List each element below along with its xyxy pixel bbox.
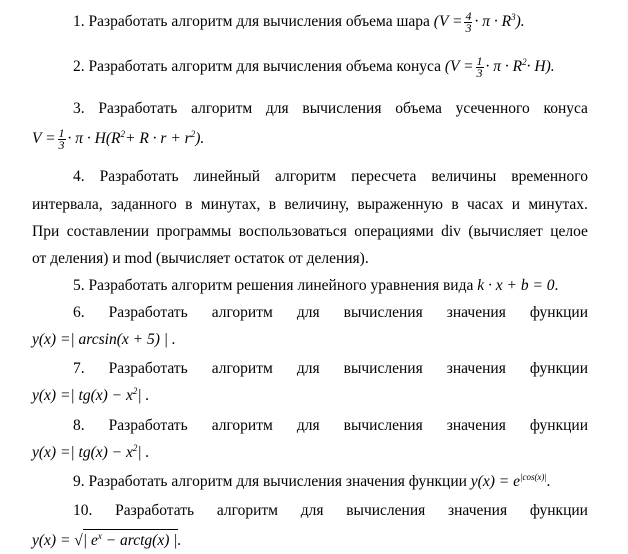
task-text: Разработать алгоритм решения линейного уравнения вида — [88, 277, 474, 294]
task-number: 7. — [73, 360, 85, 377]
formula: y(x) =| $tg(x) - x^2|$ . — [32, 443, 150, 461]
task-number: 9. — [73, 473, 85, 490]
task-4-line-2: интервала, заданного в минутах, в величину, выраженную в часах и минутах. — [32, 196, 588, 213]
task-10-line-1: 10. Разработать алгоритм для вычисления значения функции — [73, 502, 588, 519]
task-number: 4. — [73, 168, 85, 185]
task-7-line-1: 7. Разработать алгоритм для вычисления значения функции — [73, 360, 588, 377]
task-number: 5. — [73, 277, 85, 294]
task-2 — [73, 56, 588, 79]
task-number: 3. — [73, 100, 85, 117]
task-8-line-1: 8. Разработать алгоритм для вычисления значения функции — [73, 417, 588, 434]
formula: (V = $\frac{1}{3}$ · $\pi \cdot R^2\cdot H$). — [444, 54, 555, 80]
formula: k · x + b = 0 — [477, 277, 555, 294]
task-3-line-1: 3. Разработать алгоритм для вычисления объема усеченного конуса — [73, 100, 588, 117]
task-1 — [73, 11, 588, 34]
formula: $y(x) = e^{|cos(x)|}$. — [470, 472, 551, 490]
sqrt-sign: √| $e^x$ − arctg(x) | — [74, 531, 178, 549]
formula: y(x) =| $tg(x) - x^2|$ . — [32, 386, 150, 404]
formula: y(x) = √| $e^x$ − arctg(x) |. — [32, 531, 182, 549]
task-text: Разработать алгоритм для вычисления объема конуса — [88, 58, 441, 76]
task-text: Разработать алгоритм для вычисления объема шара — [88, 13, 430, 31]
task-number: 1. — [73, 13, 85, 31]
task-5: 5. Разработать алгоритм решения линейного уравнения вида k · x + b = 0. — [73, 277, 559, 294]
formula: (V = $\frac{4}{3}$ · $\pi \cdot R^3$). — [433, 9, 525, 35]
task-4-line-3: При составлении программы воспользоваться операциями div (вычисляет целое — [32, 223, 588, 240]
task-7-formula — [32, 386, 588, 406]
task-10-formula — [32, 529, 588, 551]
task-6-line-1: 6. Разработать алгоритм для вычисления значения функции — [73, 304, 588, 321]
task-8-formula — [32, 443, 588, 463]
task-number: 2. — [73, 58, 85, 76]
task-6-formula — [32, 330, 588, 350]
task-4-line-1: 4. Разработать линейный алгоритм пересчета величины временного — [73, 168, 588, 185]
task-number: 6. — [73, 304, 85, 321]
task-number: 8. — [73, 417, 85, 434]
task-4-line-4: от деления) и mod (вычисляет остаток от деления). — [32, 250, 369, 267]
task-3-formula — [32, 128, 588, 151]
formula: y(x) =| arcsin(x + 5) | . — [32, 331, 176, 348]
task-number: 10. — [73, 502, 93, 519]
formula: V = $\frac{1}{3}$ · $\pi \cdot H(R^2+ R \cdot r + r^2)$. — [32, 126, 205, 152]
task-text: Разработать алгоритм для вычисления значения функции — [88, 473, 467, 490]
task-9 — [73, 472, 588, 492]
